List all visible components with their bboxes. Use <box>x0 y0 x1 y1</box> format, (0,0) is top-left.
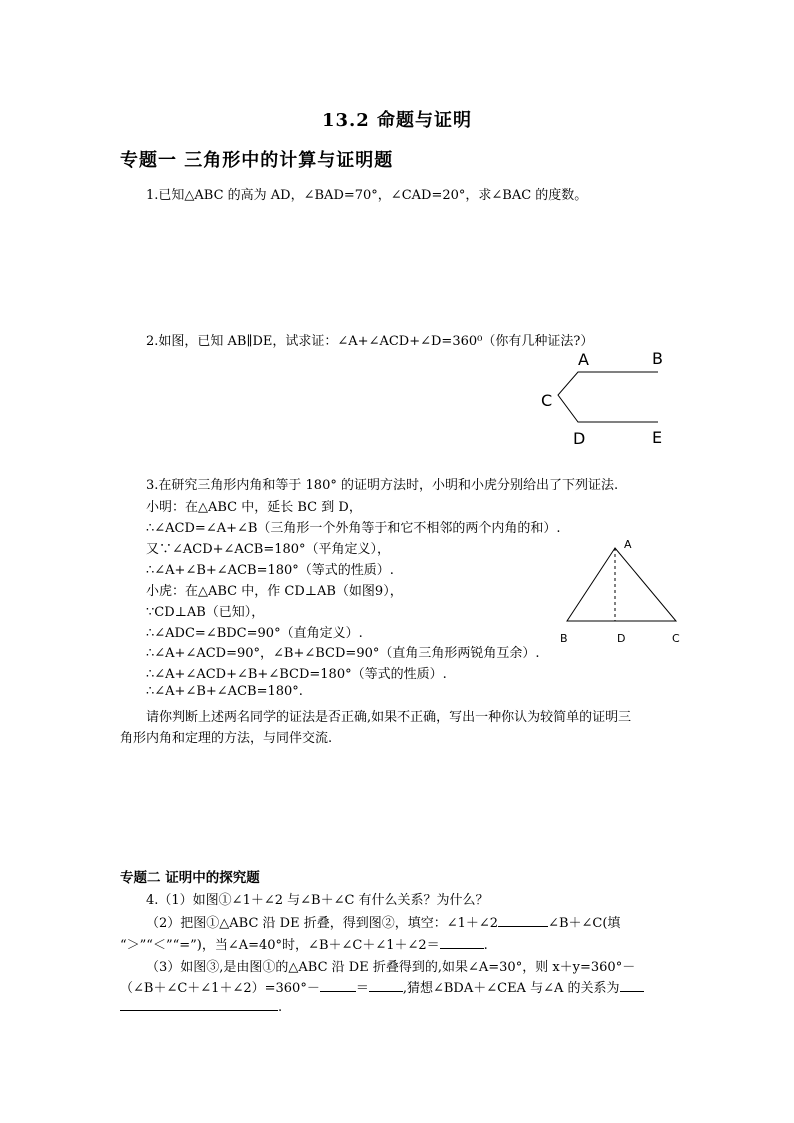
q3-line-5: 小虎：在△ABC 中，作 CD⊥AB（如图9）， <box>146 584 403 599</box>
page-title: 13.2 命题与证明 <box>321 110 473 131</box>
q4-part-2-line-1 <box>146 912 620 931</box>
q3-line-10: ∴∠A+∠B+∠ACB=180°. <box>146 684 303 699</box>
q3-ask-line-1: 请你判断上述两名同学的证法是否正确,如果不正确，写出一种你认为较简单的证明三 <box>146 710 632 725</box>
q4-part-3-text-d: ,猜想∠BDA＋∠CEA 与∠A 的关系为 <box>402 981 620 996</box>
figure-label-B: B <box>652 349 663 368</box>
q4-part-3-line-1: （3）如图③,是由图①的△ABC 沿 DE 折叠得到的,如果∠A=30°，则 x＋y=360°－ <box>146 960 636 975</box>
q4-part-2-text-a: （2）把图①△ABC 沿 DE 折叠，得到图②，填空：∠1＋∠2 <box>146 916 499 931</box>
q3-line-2: ∴∠ACD=∠A+∠B（三角形一个外角等于和它不相邻的两个内角的和）. <box>146 521 561 536</box>
q4-part-2-text-c: “＞”“＜”“=”)，当∠A=40°时，∠B＋∠C＋∠1＋∠2＝ <box>120 938 440 953</box>
figure-parallel-lines <box>530 340 680 450</box>
triangle-label-D: D <box>617 632 626 645</box>
q3-ask-line-2: 角形内角和定理的方法，与同伴交流. <box>120 731 333 746</box>
q3-line-8: ∴∠A+∠ACD=90°，∠B+∠BCD=90°（直角三角形两锐角互余）. <box>146 646 540 661</box>
q4-part-1: 4.（1）如图①∠1＋∠2 与∠B＋∠C 有什么关系？为什么？ <box>146 893 489 908</box>
q3-line-6: ∵CD⊥AB（已知）， <box>146 605 265 620</box>
section-heading-2: 专题二 证明中的探究题 <box>120 870 260 886</box>
figure-parallel-polyline <box>558 372 658 422</box>
q4-part-3-text-e: . <box>278 1000 283 1015</box>
answer-blank-xy[interactable] <box>369 979 403 992</box>
triangle-label-B: B <box>560 632 568 645</box>
q3-line-9: ∴∠A+∠ACD+∠B+∠BCD=180°（等式的性质）. <box>146 667 447 682</box>
section-heading-1: 专题一 三角形中的计算与证明题 <box>120 150 394 171</box>
answer-blank-relation[interactable] <box>120 998 278 1011</box>
q4-part-3-text-c: ＝ <box>355 981 369 996</box>
answer-blank-sum[interactable] <box>440 936 484 949</box>
q4-part-2-line-2 <box>120 934 488 953</box>
q3-line-7: ∴∠ADC=∠BDC=90°（直角定义）. <box>146 626 363 641</box>
question-1: 1.已知△ABC 的高为 AD，∠BAD=70°，∠CAD=20°，求∠BAC 的度数。 <box>146 188 588 203</box>
answer-blank-compare[interactable] <box>498 914 548 927</box>
figure-label-A: A <box>578 350 589 369</box>
q4-part-3-line-2 <box>120 977 644 996</box>
figure-label-D: D <box>573 429 586 448</box>
q4-part-3-line-3 <box>120 998 282 1015</box>
q4-part-2-text-d: . <box>483 938 488 953</box>
figure-label-C: C <box>541 391 553 410</box>
q3-line-1: 小明：在△ABC 中，延长 BC 到 D， <box>146 500 362 515</box>
figure-triangle-altitude <box>556 534 690 650</box>
triangle-abc <box>567 548 676 621</box>
q3-line-0: 3.在研究三角形内角和等于 180° 的证明方法时，小明和小虎分别给出了下列证法. <box>146 478 619 493</box>
answer-blank-relation-start[interactable] <box>620 979 644 992</box>
q3-line-3: 又∵∠ACD+∠ACB=180°（平角定义）， <box>146 542 391 557</box>
triangle-label-C: C <box>672 632 680 645</box>
question-2: 2.如图，已知 AB∥DE，试求证：∠A+∠ACD+∠D=360⁰（你有几种证法?） <box>146 334 594 349</box>
figure-label-E: E <box>652 428 663 447</box>
q4-part-3-text-b: （∠B＋∠C＋∠1＋∠2）=360°－ <box>120 981 320 996</box>
q3-line-4: ∴∠A+∠B+∠ACB=180°（等式的性质）. <box>146 563 394 578</box>
q4-part-2-text-b: ∠B＋∠C(填 <box>548 916 621 931</box>
answer-blank-angle-sum[interactable] <box>320 979 356 992</box>
triangle-label-A: A <box>624 538 632 551</box>
